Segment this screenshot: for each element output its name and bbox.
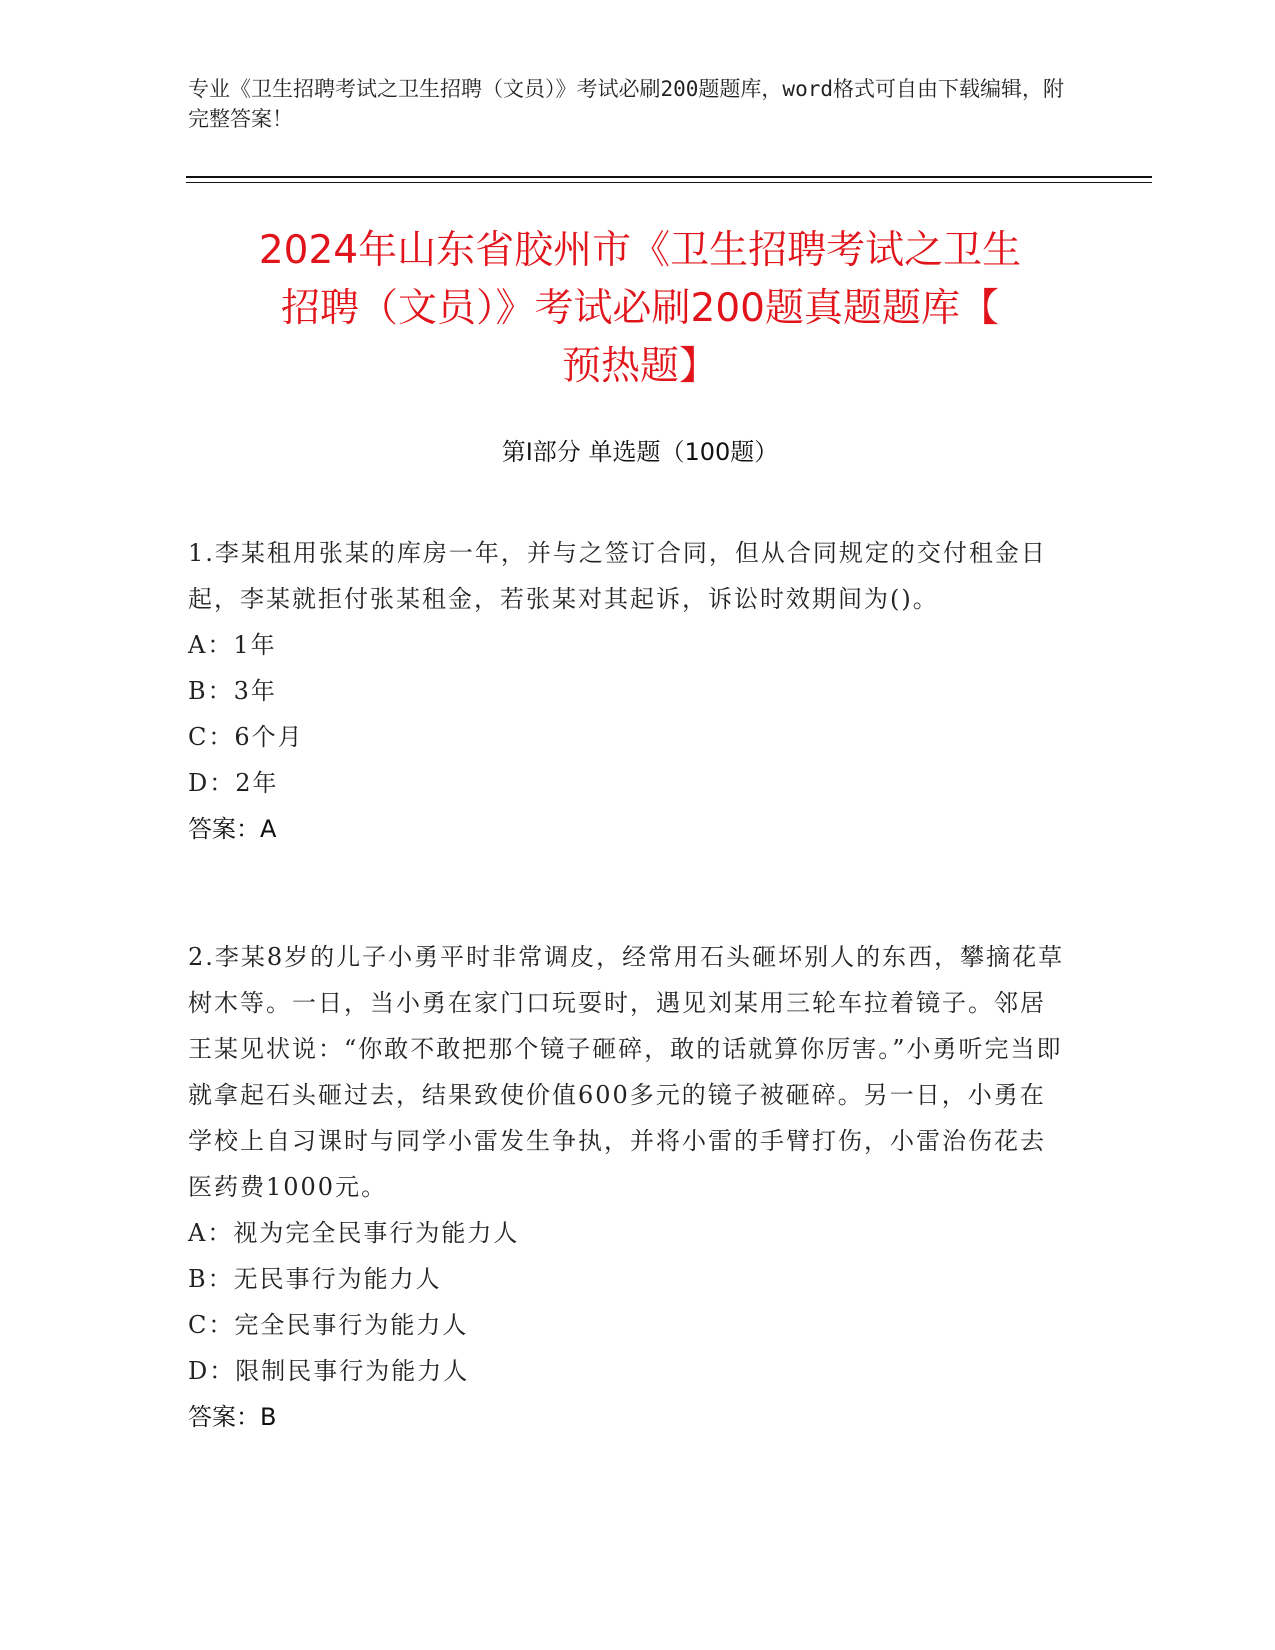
header-note: 专业《卫生招聘考试之卫生招聘（文员）》考试必刷200题题库，word格式可自由下载编辑，附完整答案！ [188,77,1064,131]
section-heading: 第Ⅰ部分 单选题（100题） [501,438,779,466]
option-b: B：无民事行为能力人 [188,1265,442,1293]
option-c: C：完全民事行为能力人 [188,1311,469,1339]
title-line-3: 预热题】 [561,344,718,389]
answer: 答案：B [188,1403,277,1431]
question-stem: 1.李某租用张某的库房一年，并与之签订合同，但从合同规定的交付租金日起，李某就拒付张某租金，若张某对其起诉，诉讼时效期间为()。 [188,539,1047,613]
answer: 答案：A [188,815,277,843]
option-d: D：2年 [188,769,279,797]
question-2 [188,934,1068,1440]
option-a: A：视为完全民事行为能力人 [188,1219,520,1247]
header-divider-thin [186,182,1152,183]
title-line-1: 2024年山东省胶州市《卫生招聘考试之卫生 [258,228,1022,273]
document-title [180,222,1100,396]
question-1 [188,530,1068,852]
option-b: B：3年 [188,677,277,705]
option-a: A：1年 [188,631,277,659]
question-stem: 2.李某8岁的儿子小勇平时非常调皮，经常用石头砸坏别人的东西，攀摘花草树木等。一日，当小勇在家门口玩耍时，遇见刘某用三轮车拉着镜子。邻居王某见状说：“你敢不敢把那个镜子砸碎，敢的话就算你厉害。”小勇听完当即就拿起石头砸过去，结果致使价值600多元的镜子被砸碎。另一日，小勇在学校上自习课时与同学小雷发生争执，并将小雷的手臂打伤，小雷治伤花去医药费1000元。 [188,943,1065,1201]
option-c: C：6个月 [188,723,304,751]
title-line-2: 招聘（文员）》考试必刷200题真题题库【 [281,286,999,331]
option-d: D：限制民事行为能力人 [188,1357,470,1385]
header-divider-thick [186,176,1152,178]
